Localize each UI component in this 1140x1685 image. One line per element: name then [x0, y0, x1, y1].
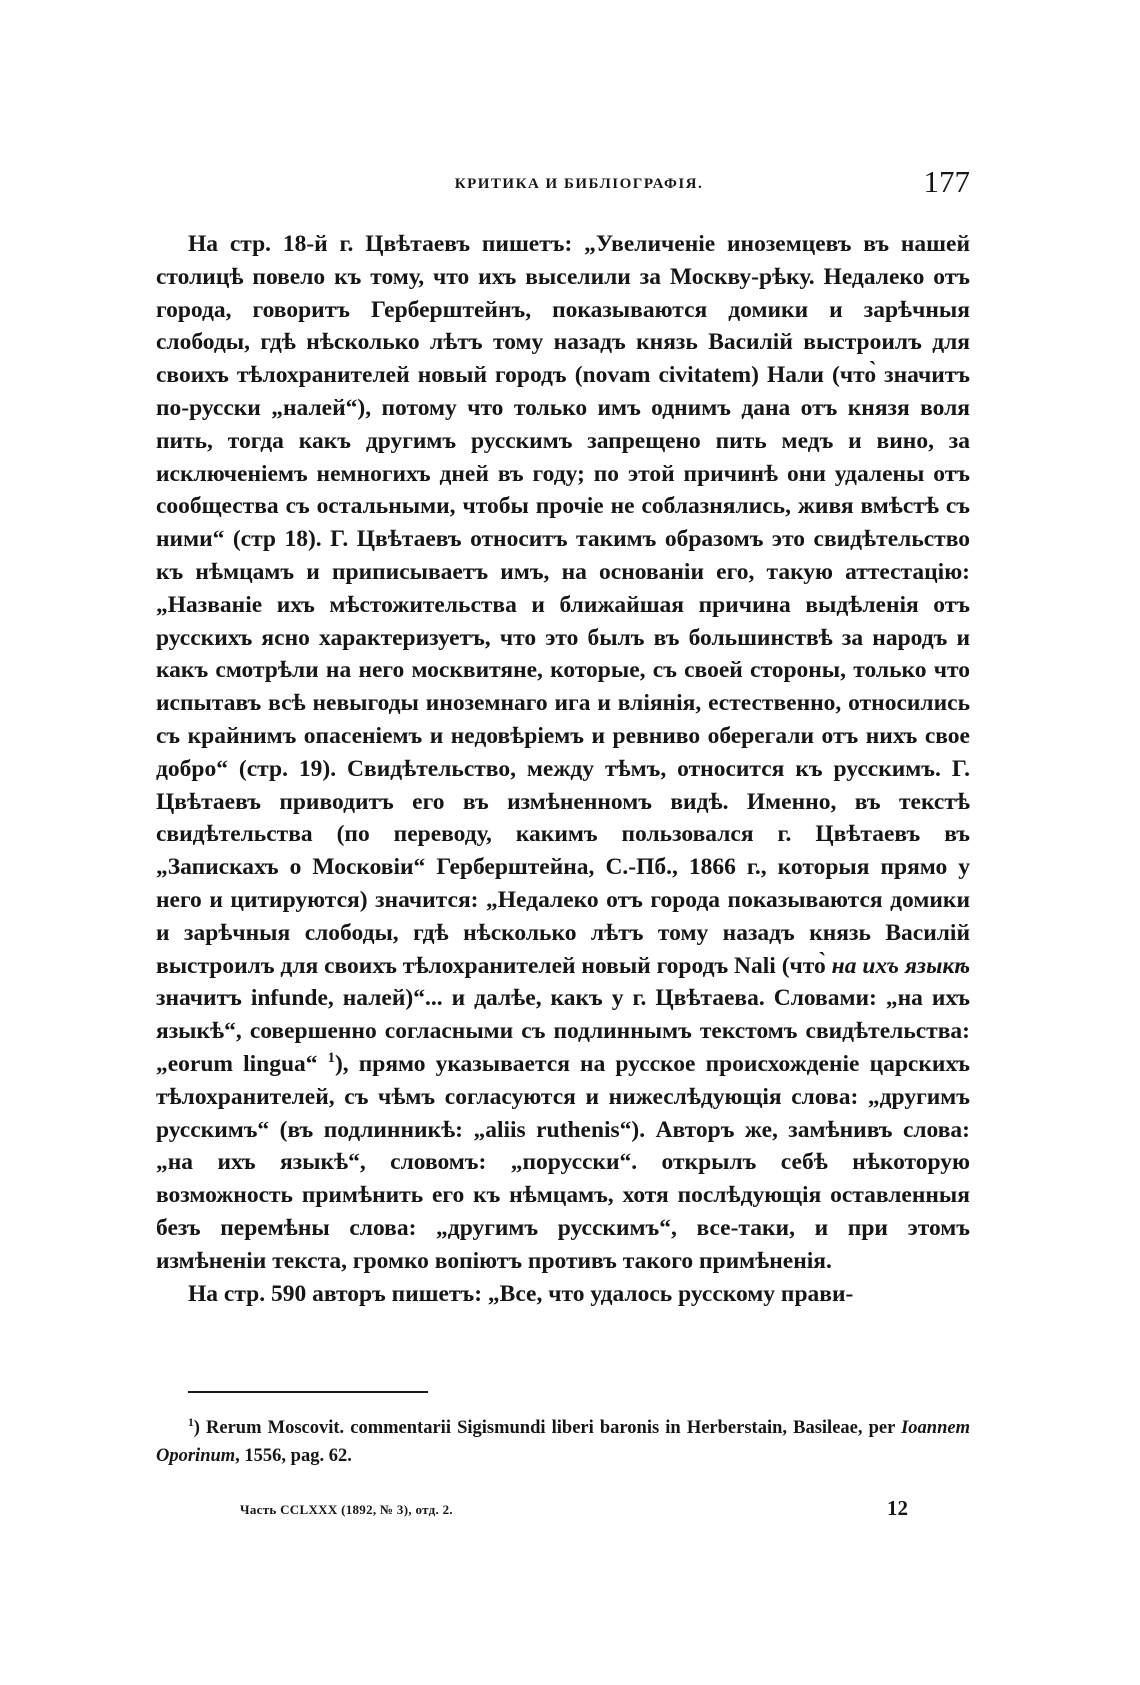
italic-run: на ихъ языкѣ	[831, 952, 970, 979]
text-run: ), прямо указывается на русское происхожденіе царскихъ тѣлохранителей, съ чѣмъ согласуются и нижеслѣдующія слова: „другимъ русскимъ“ (въ подлинникѣ: „aliis ruthenis“). Авторъ же, замѣнивъ слова: „на ихъ языкѣ“, словомъ: „порусски“. открылъ себѣ нѣкоторую возможность примѣнить его къ нѣмцамъ, хотя послѣдующія оставленныя безъ перемѣны слова: „другимъ русскимъ“, все-таки, и при этомъ измѣненіи текста, громко вопіютъ противъ такого примѣненія.	[156, 1050, 970, 1274]
signature-number: 12	[887, 1496, 908, 1520]
running-head	[188, 166, 970, 206]
paragraph	[156, 228, 970, 1278]
body-text	[156, 228, 970, 1310]
footnote	[156, 1414, 970, 1470]
running-head-title: КРИТИКА И БИБЛІОГРАФІЯ.	[454, 176, 704, 192]
text-run: На стр. 18-й г. Цвѣтаевъ пишетъ: „Увеличеніе иноземцевъ въ нашей столицѣ повело къ тому, что ихъ выселили за Москву-рѣку. Недалеко отъ города, говоритъ Герберштейнъ, показываются домики и зарѣчныя слободы, гдѣ нѣсколько лѣтъ тому назадъ князь Василій выстроилъ для своихъ тѣлохранителей новый городъ (novam civitatem) Нали (что̀ значитъ по-русски „налей“), потому что только имъ однимъ дана отъ князя воля пить, тогда какъ другимъ русскимъ запрещено пить медъ и вино, за исключеніемъ немногихъ дней въ году; по этой причинѣ они удалены отъ сообщества съ остальными, чтобы прочіе не соблазнялись, живя вмѣстѣ съ ними“ (стр 18). Г. Цвѣтаевъ относитъ такимъ образомъ это свидѣтельство къ нѣмцамъ и приписываетъ имъ, на основаніи его, такую аттестацію: „Названіе ихъ мѣстожительства и ближайшая причина выдѣленія отъ русскихъ ясно характеризуетъ, что это былъ въ большинствѣ за народъ и какъ смотрѣли на него москвитяне, которые, съ своей стороны, только что испытавъ всѣ невыгоды иноземнаго ига и вліянія, естественно, относились съ крайнимъ опасеніемъ и недовѣріемъ и ревниво оберегали отъ нихъ свое добро“ (стр. 19). Свидѣтельство, между тѣмъ, относится къ русскимъ. Г. Цвѣтаевъ приводитъ его въ измѣненномъ видѣ. Именно, въ текстѣ свидѣтельства (по переводу, какимъ пользовался г. Цвѣтаевъ въ „Запискахъ о Московіи“ Герберштейна, С.-Пб., 1866 г., которыя прямо у него и цитируются) значится: „Недалеко отъ города показываются домики и зарѣчныя слободы, гдѣ нѣсколько лѣтъ тому назадъ князь Василій выстроилъ для своихъ тѣлохранителей новый городъ Nali (что̀	[156, 231, 970, 979]
text-run: значитъ infunde, налей)“... и далѣе, какъ у г. Цвѣтаева. Словами: „на ихъ языкѣ“, совершенно согласными съ подлиннымъ текстомъ свидѣтельства: „eorum lingua“	[156, 985, 970, 1077]
text-run: На стр. 590 авторъ пишетъ: „Все, что удалось русскому прави-	[188, 1280, 854, 1307]
bottom-line	[240, 1496, 908, 1526]
paragraph	[156, 1278, 970, 1311]
footnotes	[156, 1414, 970, 1470]
page-number: 177	[923, 164, 970, 199]
footnote-rule	[188, 1391, 428, 1393]
footnote-text: , 1556, pag. 62.	[235, 1446, 352, 1466]
footnote-number: 1	[188, 1416, 194, 1429]
footnote-text: ) Rerum Moscovit. commentarii Sigismundi liberi baronis in Herberstain, Basileae, per	[193, 1418, 902, 1438]
footnote-marker: 1	[327, 1050, 335, 1067]
part-mark: Часть CCLXXX (1892, № 3), отд. 2.	[240, 1502, 453, 1517]
footnote-italic: Ioannem Oporinum	[156, 1418, 970, 1466]
